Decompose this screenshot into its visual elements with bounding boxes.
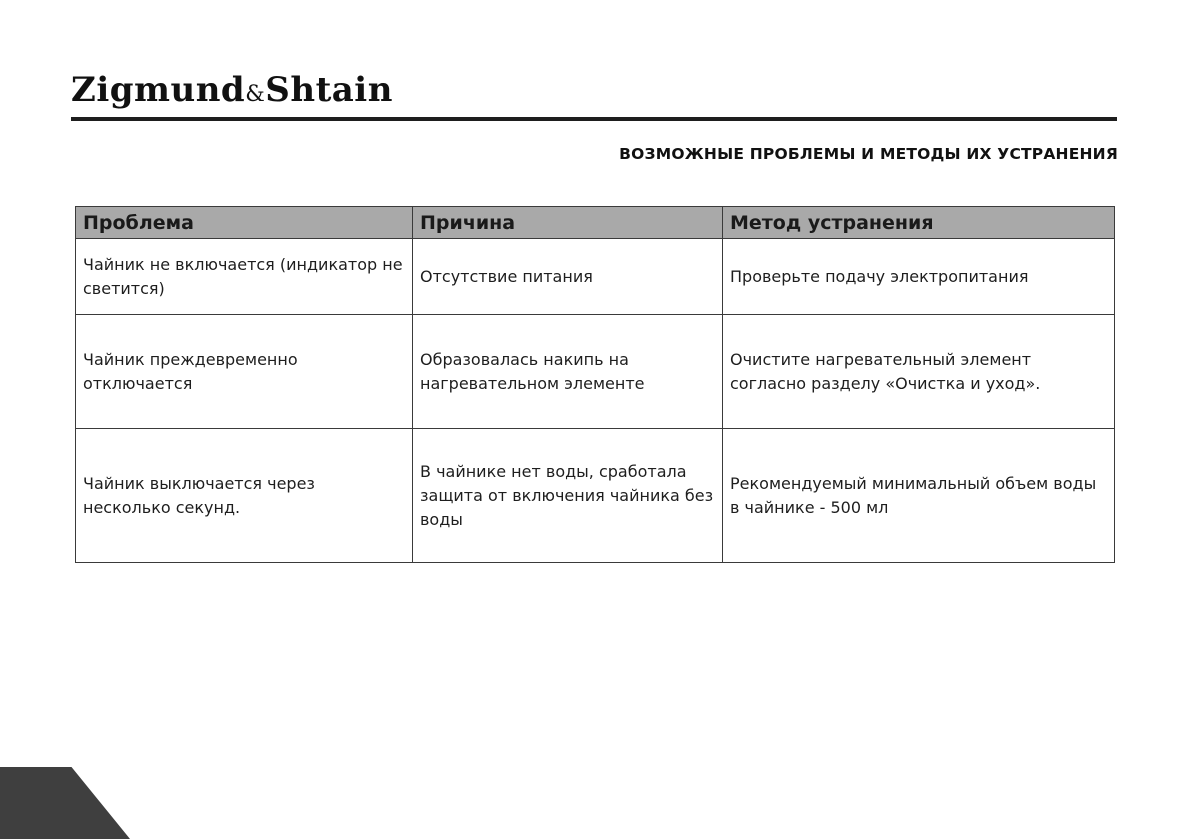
table-row [76, 429, 1115, 563]
solution-cell: Проверьте подачу электропитания [723, 239, 1115, 315]
problem-cell: Чайник выключается через несколько секунд. [76, 429, 413, 563]
logo-ampersand: & [245, 82, 266, 107]
logo-word-right: Shtain [265, 70, 393, 110]
table-row [76, 315, 1115, 429]
table-row [76, 239, 1115, 315]
column-header-problem: Проблема [76, 207, 413, 239]
column-header-cause: Причина [413, 207, 723, 239]
cause-cell: Образовалась накипь на нагревательном элементе [413, 315, 723, 429]
solution-cell: Рекомендуемый минимальный объем воды в чайнике - 500 мл [723, 429, 1115, 563]
solution-cell: Очистите нагревательный элемент согласно разделу «Очистка и уход». [723, 315, 1115, 429]
cause-cell: В чайнике нет воды, сработала защита от включения чайника без воды [413, 429, 723, 563]
problem-cell: Чайник преждевременно отключается [76, 315, 413, 429]
logo-word-left: Zigmund [71, 70, 246, 110]
page-title: ВОЗМОЖНЫЕ ПРОБЛЕМЫ И МЕТОДЫ ИХ УСТРАНЕНИЯ [619, 145, 1118, 163]
troubleshooting-table [75, 206, 1115, 563]
header-divider [71, 117, 1117, 121]
page-corner-decoration [0, 767, 130, 839]
problem-cell: Чайник не включается (индикатор не светится) [76, 239, 413, 315]
table-header-row [76, 207, 1115, 239]
column-header-solution: Метод устранения [723, 207, 1115, 239]
brand-logo [71, 70, 393, 115]
cause-cell: Отсутствие питания [413, 239, 723, 315]
